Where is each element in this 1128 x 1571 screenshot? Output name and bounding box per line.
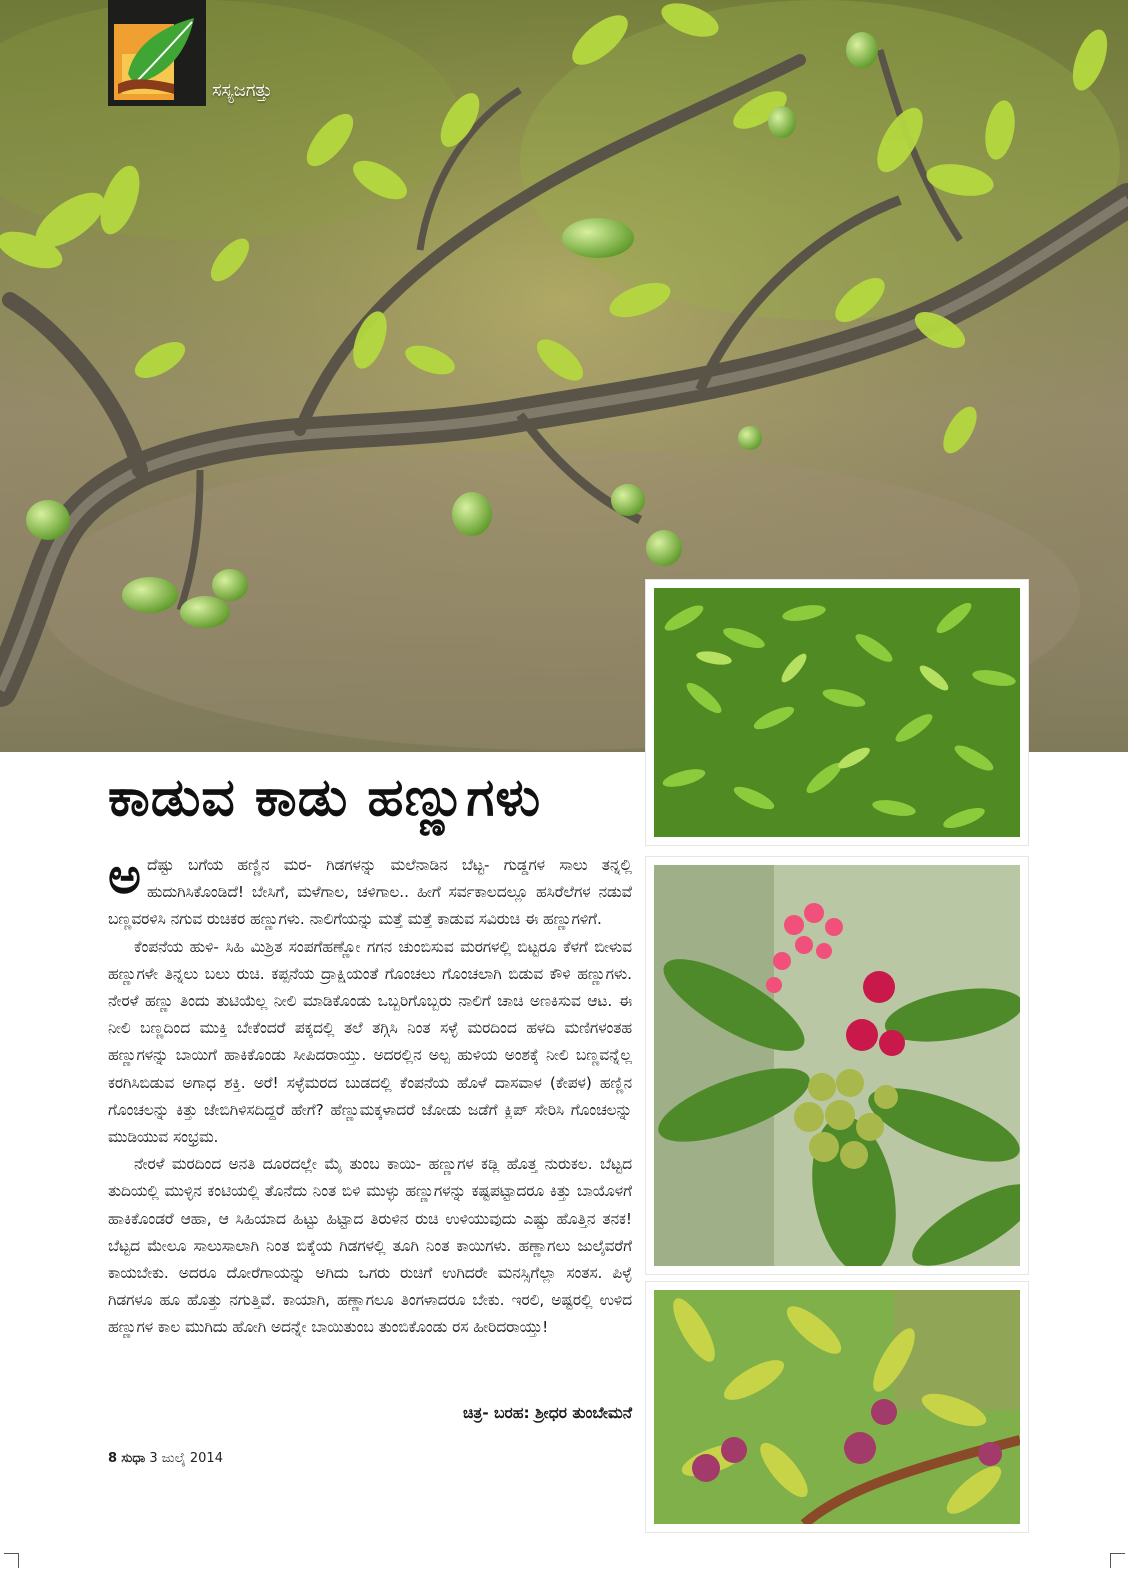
wild-fruit-photo: [646, 1282, 1028, 1532]
article-paragraph: [108, 847, 633, 934]
shrub-foliage-illustration: [654, 588, 1020, 837]
page-footer: [108, 1451, 223, 1466]
section-name: ಸಸ್ಯಜಗತ್ತು: [212, 80, 273, 101]
shrub-photo: [646, 580, 1028, 845]
article-paragraph: ನೇರಳೆ ಮರದಿಂದ ಅನತಿ ದೂರದಲ್ಲೇ ಮೈ ತುಂಬ ಕಾಯಿ- ಹಣ್ಣುಗಳ ಕಡ್ಲಿ ಹೊತ್ತ ನುರುಕಲ. ಬೆಟ್ಟದ ತುದಿಯಲ್ಲಿ ಮುಳ್ಳಿನ ಕಂಟಿಯಲ್ಲಿ ತೊನೆದು ನಿಂತ ಬಿಳಿ ಮುಳ್ಳು ಹಣ್ಣುಗಳನ್ನು ಕಷ್ಟಪಟ್ಟಾದರೂ ಕಿತ್ತು ಬಾಯೊಳಗೆ ಹಾಕಿಕೊಂಡರೆ ಆಹಾ, ಆ ಸಿಹಿಯಾದ ಹಿಟ್ಟು ಹಿಟ್ಟಾದ ತಿರುಳಿನ ರುಚಿ ಉಳಿಯುವುದು ಎಷ್ಟು ಹೊತ್ತಿನ ತನಕ! ಬೆಟ್ಟದ ಮೇಲೂ ಸಾಲುಸಾಲಾಗಿ ನಿಂತ ಬಿಕ್ಕೆಯ ಗಿಡಗಳಲ್ಲಿ ತೂಗಿ ನಿಂತ ಕಾಯಿಗಳು. ಹಣ್ಣಾಗಲು ಜುಲೈವರೆಗೆ ಕಾಯಬೇಕು. ಅದರೂ ದೋರೆಗಾಯನ್ನು ಅಗಿದು ಒಗರು ರುಚಿಗೆ ಉಗಿದರೇ ಮನಸ್ಸಿಗೆಲ್ಲಾ ಸಂತಸ. ಪಿಳ್ಳೆ ಗಿಡಗಳೂ ಹೂ ಹೊತ್ತು ನಗುತ್ತಿವೆ. ಕಾಯಾಗಿ, ಹಣ್ಣಾಗಲೂ ತಿಂಗಳಾದರೂ ಬೇಕು. ಇರಲಿ, ಅಷ್ಟರಲ್ಲಿ ಉಳಿದ ಹಣ್ಣುಗಳ ಕಾಲ ಮುಗಿದು ಹೋಗಿ ಅದನ್ನೇ ಬಾಯಿತುಂಬ ತುಂಬಿಕೊಂಡು ರಸ ಹೀರಿದರಾಯ್ತು!: [108, 1155, 632, 1337]
article-title: ಕಾಡುವ ಕಾಡು ಹಣ್ಣುಗಳು: [108, 768, 542, 828]
issue-date: 3 ಜುಲೈ 2014: [149, 1451, 223, 1466]
crop-mark: [1110, 1553, 1125, 1568]
page-number: 8: [108, 1451, 118, 1466]
author-credit: ಚಿತ್ರ- ಬರಹ: ಶ್ರೀಧರ ತುಂಬೇಮನೆ: [462, 1404, 632, 1422]
drop-cap: ಅ: [108, 847, 141, 905]
crop-mark: [4, 1553, 19, 1568]
wild-fruit-illustration: [654, 1290, 1020, 1524]
article-body: [108, 847, 633, 1342]
paragraph-text: ದೆಷ್ಟು ಬಗೆಯ ಹಣ್ಣಿನ ಮರ- ಗಿಡಗಳನ್ನು ಮಲೆನಾಡಿನ ಬೆಟ್ಟ- ಗುಡ್ಡಗಳ ಸಾಲು ತನ್ನಲ್ಲಿ ಹುದುಗಿಸಿಕೊಂಡಿದೆ! ಬೇಸಿಗೆ, ಮಳೆಗಾಲ, ಚಳಿಗಾಲ.. ಹೀಗೆ ಸರ್ವಕಾಲದಲ್ಲೂ ಹಸಿರೆಲೆಗಳ ನಡುವೆ ಬಣ್ಣವರಳಿಸಿ ನಗುವ ರುಚಿಕರ ಹಣ್ಣುಗಳು. ನಾಲಿಗೆಯನ್ನು ಮತ್ತೆ ಮತ್ತೆ ಕಾಡುವ ಸವಿರುಚಿ ಈ ಹಣ್ಣುಗಳಿಗೆ.: [108, 856, 633, 929]
article-paragraph: ಕೆಂಪನೆಯ ಹುಳಿ- ಸಿಹಿ ಮಿಶ್ರಿತ ಸಂಪಗೆಹಣ್ಣೋ ಗಗನ ಚುಂಬಿಸುವ ಮರಗಳಲ್ಲಿ ಬಿಟ್ಟರೂ ಕೆಳಗೆ ಬೀಳುವ ಹಣ್ಣುಗಳೇ ತಿನ್ನಲು ಬಲು ರುಚಿ. ಕಪ್ಪನೆಯ ದ್ರಾಕ್ಷಿಯಂತೆ ಗೊಂಚಲು ಗೊಂಚಲಾಗಿ ಬಿಡುವ ಕೌಳಿ ಹಣ್ಣುಗಳು. ನೇರಳೆ ಹಣ್ಣು ತಿಂದು ತುಟಿಯೆಲ್ಲ ನೀಲಿ ಮಾಡಿಕೊಂಡು ಒಬ್ಬರಿಗೊಬ್ಬರು ನಾಲಿಗೆ ಚಾಚಿ ಅಣಕಿಸುವ ಆಟ. ಈ ನೀಲಿ ಬಣ್ಣದಿಂದ ಮುಕ್ತಿ ಬೇಕೆಂದರೆ ಪಕ್ಕದಲ್ಲಿ ತಲೆ ತಗ್ಗಿಸಿ ನಿಂತ ಸಳ್ಳೆ ಮರದಿಂದ ಹಳದಿ ಮಣಿಗಳಂತಹ ಹಣ್ಣುಗಳನ್ನು ಬಾಯಿಗೆ ಹಾಕಿಕೊಂಡು ಸೀಪಿದರಾಯ್ತು. ಅದರಲ್ಲಿನ ಅಲ್ಪ ಹುಳಿಯ ಅಂಶಕ್ಕೆ ನೀಲಿ ಬಣ್ಣವನ್ನೆಲ್ಲ ಕರಗಿಸಿಬಿಡುವ ಅಗಾಧ ಶಕ್ತಿ. ಅರೆ! ಸಳ್ಳೆಮರದ ಬುಡದಲ್ಲಿ ಕೆಂಪನೆಯ ಹೊಳೆ ದಾಸವಾಳ (ಕೇಪಳ) ಹಣ್ಣಿನ ಗೊಂಚಲನ್ನು ಕಿತ್ತು ಜೇಬಿಗಿಳಿಸದಿದ್ದರೆ ಹೇಗೆ? ಹೆಣ್ಣುಮಕ್ಕಳಾದರೆ ಜೋಡು ಜಡೆಗೆ ಕ್ಲಿಪ್ ಸೇರಿಸಿ ಗೊಂಚಲನ್ನು ಮುಡಿಯುವ ಸಂಭ್ರಮ.: [108, 937, 632, 1147]
section-logo: [108, 0, 206, 106]
ixora-berries-photo: [646, 857, 1028, 1274]
magazine-name: ಸುಧಾ: [121, 1451, 146, 1466]
leaf-logo-icon: [114, 14, 200, 100]
ixora-berries-illustration: [654, 865, 1020, 1266]
